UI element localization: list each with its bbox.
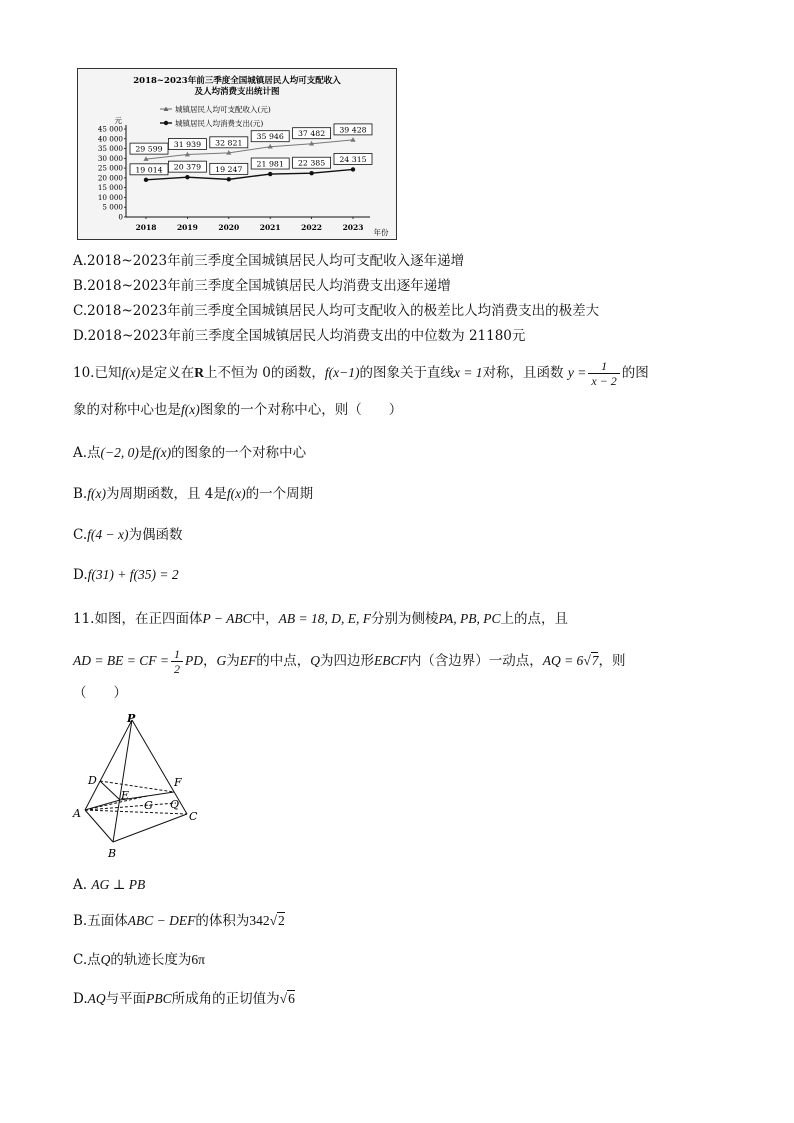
- x-tick-label: 2019: [176, 223, 198, 232]
- q10-d-expression: f(31) + f(35) = 2: [87, 567, 179, 582]
- income-data-label: 31 939: [173, 140, 202, 150]
- q10-a-label: A.点: [73, 445, 101, 461]
- y-tick-label: 25 000: [97, 163, 123, 173]
- q10-text: 是定义在: [140, 365, 195, 381]
- q11-sqrt2: √2: [269, 913, 285, 928]
- x-tick-label: 2021: [259, 223, 281, 232]
- q11-a-label: A.: [73, 877, 92, 893]
- q10-text: 的一个周期: [245, 486, 314, 502]
- y-tick-label: 35 000: [97, 144, 123, 154]
- income-point: [350, 137, 355, 142]
- q9-option-a: A.2018~2023年前三季度全国城镇居民人均可支配收入逐年递增: [73, 253, 465, 269]
- legend-expense: 城镇居民人均消费支出(元): [175, 119, 264, 128]
- label-a: A: [73, 807, 81, 820]
- y-tick-label: 15 000: [97, 183, 123, 193]
- y-tick-label: 10 000: [97, 192, 123, 202]
- q11-frac-num: 1: [171, 647, 183, 662]
- q10-fx: f(x): [226, 486, 246, 501]
- q10-f-4-minus-x: f(4 − x): [87, 527, 129, 542]
- q10-fx: f(x): [121, 365, 141, 380]
- y-tick-label: 0: [118, 212, 123, 222]
- edge-ab: [85, 810, 113, 842]
- q10-stem-line2: [73, 401, 402, 419]
- q10-frac-den: x − 2: [591, 374, 617, 388]
- q10-text: 象的对称中心也是: [73, 402, 181, 418]
- q11-edges: PA, PB, PC: [438, 611, 501, 626]
- q10-text: 的图象的一个对称中心: [171, 445, 307, 461]
- edge-df: [100, 781, 174, 792]
- q11-plane-pbc: PBC: [146, 991, 172, 1006]
- income-data-label: 39 428: [339, 125, 367, 135]
- q10-option-d: [73, 566, 179, 584]
- q10-fx: f(x): [87, 486, 106, 501]
- x-tick-label: 2023: [342, 223, 364, 232]
- q11-ab-length: AB = 18, D, E, F: [278, 611, 371, 626]
- q11-sqrt2-radicand: 2: [278, 913, 285, 928]
- label-q: Q: [170, 798, 180, 811]
- q10-stem-line1: [73, 358, 649, 388]
- x-tick-label: 2018: [135, 223, 157, 232]
- q10-text: 为周期函数，且 4是: [105, 486, 227, 502]
- label-e: E: [121, 789, 130, 802]
- q11-aq: AQ: [87, 991, 106, 1006]
- q9-option-c: C.2018~2023年前三季度全国城镇居民人均可支配收入的极差比人均消费支出的极差大: [73, 303, 600, 319]
- q11-point-q: Q: [100, 952, 111, 967]
- q11-text: 内（含边界）一动点，: [407, 653, 543, 669]
- q10-text: 的图: [621, 365, 649, 381]
- q10-y: y =: [567, 365, 587, 380]
- q11-text: 上的点，且: [500, 611, 568, 627]
- q9-option-d: D.2018~2023年前三季度全国城镇居民人均消费支出的中位数为 21180元: [73, 328, 526, 344]
- chart-title: 2018~2023年前三季度全国城镇居民人均可支配收入: [133, 76, 341, 86]
- expense-point: [268, 172, 272, 176]
- expense-point: [144, 178, 148, 182]
- income-data-label: 35 946: [256, 132, 284, 142]
- chart-subtitle: 及人均消费支出统计图: [194, 87, 280, 97]
- q11-text: 的中点，: [256, 653, 311, 669]
- x-axis-label: 年份: [373, 228, 389, 237]
- q11-stem-line1: [73, 610, 568, 628]
- q11-c-label: C.点: [73, 952, 101, 968]
- income-data-label: 29 599: [135, 144, 163, 154]
- income-expense-chart: [77, 68, 397, 240]
- income-data-label: 37 482: [297, 129, 326, 139]
- label-f: F: [174, 776, 182, 789]
- y-tick-label: 30 000: [97, 153, 123, 163]
- legend-circle-marker: [164, 121, 168, 125]
- tetrahedron-figure: [70, 712, 210, 864]
- q11-sqrt6: √6: [279, 991, 295, 1006]
- q10-text: 是: [138, 445, 153, 461]
- expense-data-label: 19 247: [215, 164, 243, 174]
- q11-b-label: B.五面体: [73, 913, 128, 929]
- q11-text: ，则: [598, 653, 626, 669]
- chart-legend: [160, 104, 271, 128]
- y-tick-label: 45 000: [97, 124, 123, 134]
- q11-text: 为: [226, 653, 240, 669]
- expense-point: [351, 167, 355, 171]
- label-g: G: [144, 799, 153, 812]
- income-data-label: 32 821: [215, 138, 243, 148]
- expense-data-label: 22 385: [297, 158, 326, 168]
- edge-bc: [113, 814, 187, 842]
- expense-data-label: 19 014: [135, 165, 163, 175]
- label-c: C: [189, 810, 198, 823]
- q11-option-b: [73, 912, 285, 930]
- q11-sqrt6-radicand: 6: [288, 991, 295, 1006]
- q11-text: 中，: [251, 611, 279, 627]
- q11-half-fraction: [171, 647, 183, 676]
- q11-equal-segments: AD = BE = CF =: [73, 653, 169, 668]
- q10-fraction: [588, 359, 619, 388]
- q11-ebcf: EBCF: [373, 653, 408, 668]
- q11-ef: EF: [239, 653, 257, 668]
- q10-b-label: B.: [73, 486, 88, 502]
- q11-point-g: G: [216, 653, 227, 668]
- expense-point: [185, 175, 189, 179]
- chart-svg: [78, 69, 396, 239]
- label-b: B: [108, 847, 117, 860]
- q11-option-a: [73, 876, 145, 894]
- q10-line-x1: x = 1: [453, 365, 483, 380]
- q11-text: 的体积为: [195, 913, 250, 929]
- legend-income: 城镇居民人均可支配收入(元): [175, 105, 271, 114]
- q11-volume-coef: 342: [249, 913, 270, 928]
- label-d: D: [88, 774, 97, 787]
- q10-option-b: [73, 485, 313, 503]
- q11-aq: AQ = 6: [542, 653, 584, 668]
- y-tick-label: 5 000: [102, 202, 123, 212]
- q11-a-expression: AG ⊥ PB: [91, 877, 146, 892]
- expense-point: [309, 171, 313, 175]
- q10-option-a: [73, 444, 306, 462]
- q11-sqrt7: √7: [583, 653, 599, 668]
- q10-text: 为偶函数: [128, 527, 183, 543]
- q11-option-d: [73, 990, 295, 1008]
- q10-text: 的图象关于直线: [359, 365, 454, 381]
- expense-data-label: 21 981: [256, 159, 284, 169]
- q11-pentahedron: ABC − DEF: [127, 913, 196, 928]
- q10-text: 对称，且函数: [482, 365, 564, 381]
- q10-a-point: (−2, 0): [100, 445, 139, 460]
- q10-d-label: D.: [73, 567, 88, 583]
- q11-d-label: D.: [73, 991, 88, 1007]
- x-tick-label: 2020: [218, 223, 240, 232]
- q11-track-length: 6π: [191, 952, 205, 967]
- q11-pd: PD: [184, 653, 203, 668]
- expense-data-label: 24 315: [339, 154, 367, 164]
- q10-fx: f(x): [181, 402, 200, 417]
- y-tick-label: 20 000: [97, 173, 123, 183]
- q11-stem-line2: [73, 646, 625, 676]
- q10-number: 10.已知: [73, 365, 122, 381]
- q11-sqrt7-radicand: 7: [591, 653, 599, 668]
- q9-option-b: B.2018~2023年前三季度全国城镇居民人均消费支出逐年递增: [73, 278, 451, 294]
- q11-option-c: [73, 951, 205, 969]
- expense-point: [227, 177, 231, 181]
- q11-text: 为四边形: [319, 653, 374, 669]
- q11-text: 所成角的正切值为: [171, 991, 280, 1007]
- y-axis-unit: 元: [114, 116, 122, 125]
- q10-option-c: [73, 526, 182, 544]
- q11-point-q: Q: [310, 653, 320, 668]
- q10-frac-num: 1: [588, 359, 619, 374]
- q10-real-set: R: [194, 365, 204, 380]
- x-tick-label: 2022: [301, 223, 323, 232]
- q11-text: ，: [202, 653, 217, 669]
- q11-stem-line3: （ ）: [73, 685, 127, 701]
- q10-fx: f(x): [152, 445, 172, 460]
- q11-text: 分别为侧棱: [370, 611, 439, 627]
- q11-number: 11.如图，在正四面体: [73, 611, 203, 627]
- q11-text: 与平面: [105, 991, 147, 1007]
- expense-data-label: 20 379: [173, 162, 202, 172]
- q10-fx-minus-1: f(x−1): [324, 365, 360, 380]
- q11-text: 的轨迹长度为: [110, 952, 192, 968]
- y-tick-label: 40 000: [97, 134, 123, 144]
- q10-c-label: C.: [73, 527, 88, 543]
- q10-text: 图象的一个对称中心，则（ ）: [199, 402, 403, 418]
- q11-frac-den: 2: [173, 662, 180, 676]
- label-p: P: [127, 712, 136, 725]
- q10-text: 上不恒为 0的函数，: [203, 365, 325, 381]
- q11-tetrahedron: P − ABC: [202, 611, 252, 626]
